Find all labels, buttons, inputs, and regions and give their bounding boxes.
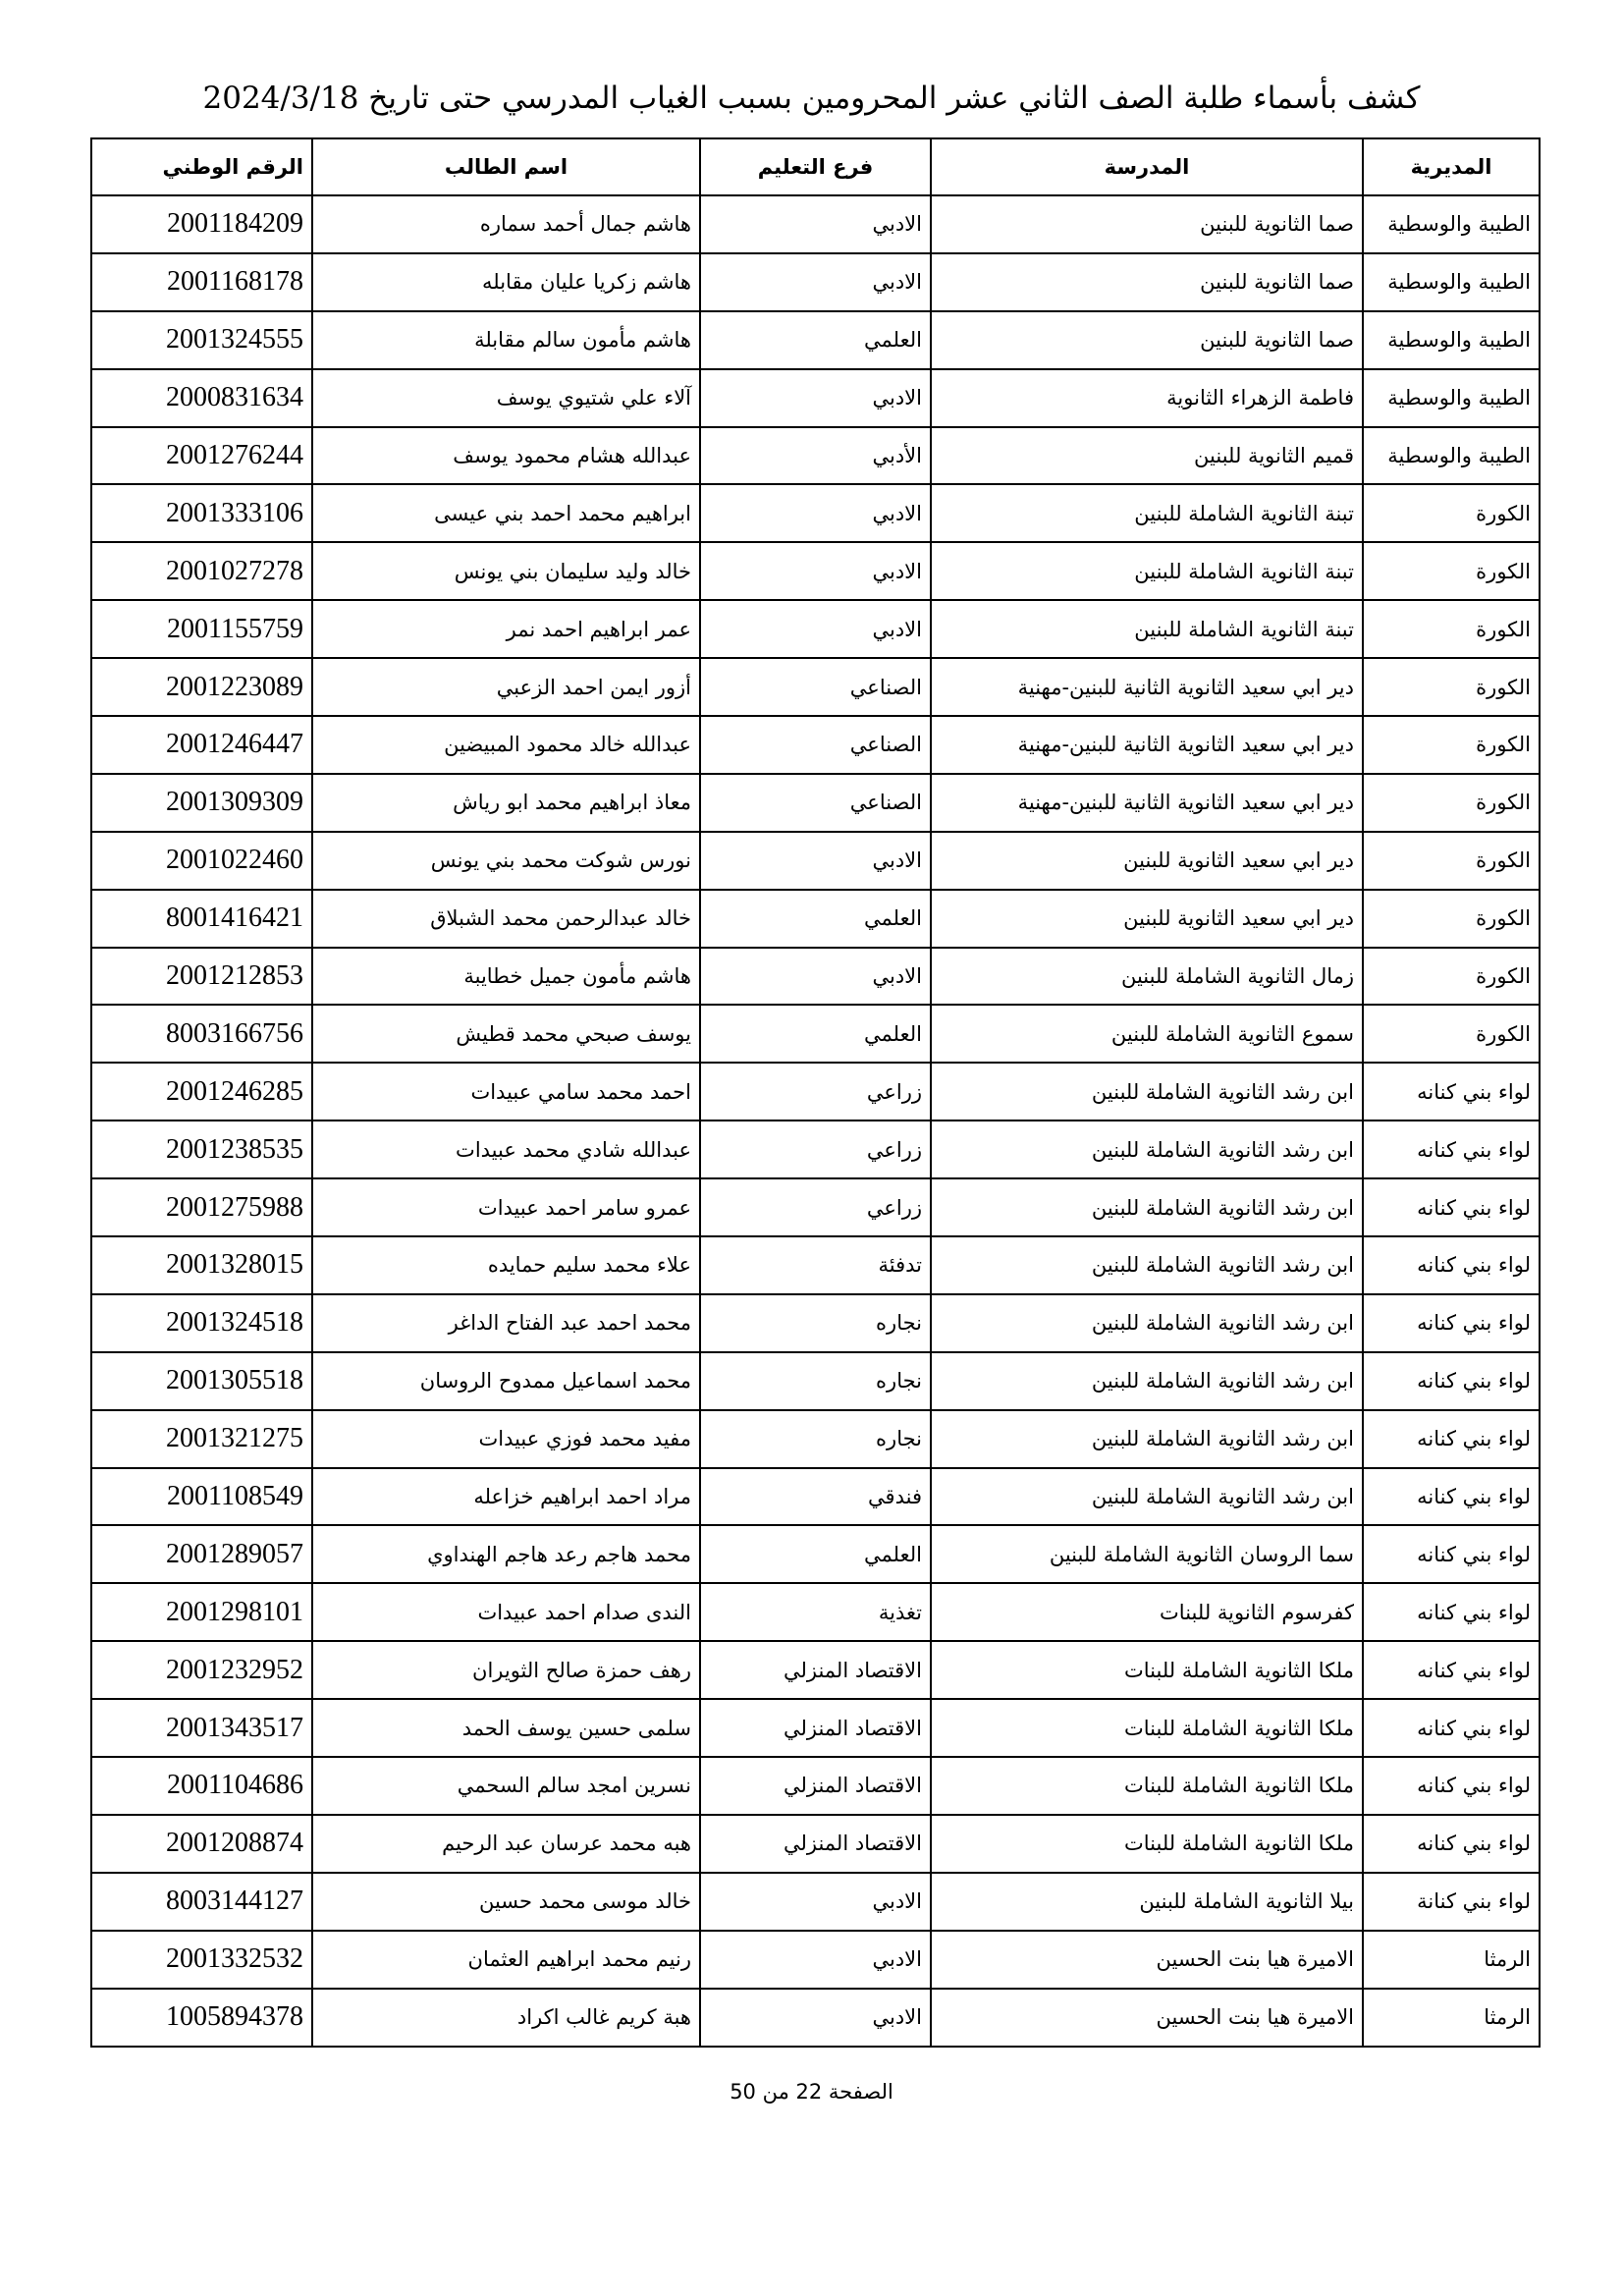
cell-school: دير ابي سعيد الثانوية الثانية للبنين-مهنية (931, 716, 1363, 774)
cell-directorate: الرمثا (1363, 1989, 1540, 2047)
cell-school: دير ابي سعيد الثانوية الثانية للبنين-مهنية (931, 774, 1363, 832)
cell-branch: فندقي (700, 1468, 931, 1526)
cell-national-id: 2001184209 (91, 195, 312, 253)
table-row (91, 1873, 1540, 1931)
cell-national-id: 2001246285 (91, 1063, 312, 1121)
cell-student-name: رهف حمزة صالح الثويران (312, 1641, 700, 1699)
cell-directorate: لواء بني كنانه (1363, 1178, 1540, 1236)
cell-student-name: محمد هاجم رعد هاجم الهنداوي (312, 1525, 700, 1583)
cell-national-id: 2001321275 (91, 1410, 312, 1468)
cell-school: الاميرة هيا بنت الحسين (931, 1989, 1363, 2047)
cell-student-name: خالد موسى محمد حسين (312, 1873, 700, 1931)
cell-branch: الأدبي (700, 427, 931, 485)
cell-school: ابن رشد الثانوية الشاملة للبنين (931, 1410, 1363, 1468)
table-row (91, 600, 1540, 658)
cell-school: الاميرة هيا بنت الحسين (931, 1931, 1363, 1989)
cell-directorate: لواء بني كنانه (1363, 1121, 1540, 1178)
cell-directorate: لواء بني كنانه (1363, 1294, 1540, 1352)
table-row (91, 1525, 1540, 1583)
cell-school: صما الثانوية للبنين (931, 311, 1363, 369)
cell-directorate: الكورة (1363, 948, 1540, 1006)
cell-directorate: لواء بني كنانه (1363, 1699, 1540, 1757)
cell-national-id: 2000831634 (91, 369, 312, 427)
table-row (91, 716, 1540, 774)
cell-branch: نجاره (700, 1294, 931, 1352)
cell-directorate: الكورة (1363, 716, 1540, 774)
cell-school: ملكا الثانوية الشاملة للبنات (931, 1641, 1363, 1699)
cell-national-id: 2001298101 (91, 1583, 312, 1641)
cell-branch: العلمي (700, 1005, 931, 1063)
cell-directorate: لواء بني كنانه (1363, 1410, 1540, 1468)
cell-branch: نجاره (700, 1410, 931, 1468)
cell-branch: الاقتصاد المنزلي (700, 1641, 931, 1699)
cell-branch: الادبي (700, 195, 931, 253)
cell-national-id: 2001246447 (91, 716, 312, 774)
cell-directorate: الكورة (1363, 542, 1540, 600)
cell-student-name: نسرين امجد سالم السحمي (312, 1757, 700, 1815)
cell-school: دير ابي سعيد الثانوية للبنين (931, 832, 1363, 890)
cell-school: ابن رشد الثانوية الشاملة للبنين (931, 1178, 1363, 1236)
cell-student-name: أزور ايمن احمد الزعبي (312, 658, 700, 716)
cell-national-id: 2001289057 (91, 1525, 312, 1583)
cell-student-name: علاء محمد سليم حمايده (312, 1236, 700, 1294)
page-title: كشف بأسماء طلبة الصف الثاني عشر المحرومين بسبب الغياب المدرسي حتى تاريخ 2024/3/18 (202, 81, 1421, 116)
cell-student-name: ابراهيم محمد احمد بني عيسى (312, 484, 700, 542)
cell-directorate: الكورة (1363, 890, 1540, 948)
cell-directorate: لواء بني كنانه (1363, 1063, 1540, 1121)
cell-student-name: عمرو سامر احمد عبيدات (312, 1178, 700, 1236)
cell-school: ملكا الثانوية الشاملة للبنات (931, 1757, 1363, 1815)
cell-national-id: 2001275988 (91, 1178, 312, 1236)
cell-student-name: آلاء علي شتيوي يوسف (312, 369, 700, 427)
cell-branch: زراعي (700, 1063, 931, 1121)
table-row (91, 1989, 1540, 2047)
table-row (91, 1815, 1540, 1873)
cell-school: صما الثانوية للبنين (931, 195, 1363, 253)
table-body (91, 195, 1540, 2047)
table-row (91, 1757, 1540, 1815)
cell-school: ملكا الثانوية الشاملة للبنات (931, 1699, 1363, 1757)
cell-directorate: الطيبة والوسطية (1363, 195, 1540, 253)
cell-school: دير ابي سعيد الثانوية الثانية للبنين-مهنية (931, 658, 1363, 716)
cell-directorate: الكورة (1363, 600, 1540, 658)
table-row (91, 658, 1540, 716)
cell-student-name: معاذ ابراهيم محمد ابو رياش (312, 774, 700, 832)
cell-national-id: 8001416421 (91, 890, 312, 948)
cell-national-id: 2001208874 (91, 1815, 312, 1873)
cell-national-id: 8003144127 (91, 1873, 312, 1931)
cell-directorate: لواء بني كنانه (1363, 1641, 1540, 1699)
cell-student-name: خالد عبدالرحمن محمد الشبلاق (312, 890, 700, 948)
cell-school: ابن رشد الثانوية الشاملة للبنين (931, 1294, 1363, 1352)
cell-directorate: الطيبة والوسطية (1363, 311, 1540, 369)
cell-student-name: يوسف صبحي محمد قطيش (312, 1005, 700, 1063)
cell-branch: الادبي (700, 542, 931, 600)
header-school: المدرسة (931, 138, 1363, 195)
cell-student-name: عمر ابراهيم احمد نمر (312, 600, 700, 658)
cell-directorate: لواء بني كنانه (1363, 1815, 1540, 1873)
header-national-id: الرقم الوطني (91, 138, 312, 195)
header-branch: فرع التعليم (700, 138, 931, 195)
cell-directorate: الرمثا (1363, 1931, 1540, 1989)
cell-student-name: رنيم محمد ابراهيم العثمان (312, 1931, 700, 1989)
cell-branch: تدفئة (700, 1236, 931, 1294)
cell-branch: الادبي (700, 600, 931, 658)
table-row (91, 1410, 1540, 1468)
cell-branch: الادبي (700, 1989, 931, 2047)
table-row (91, 253, 1540, 311)
cell-school: فاطمة الزهراء الثانوية (931, 369, 1363, 427)
table-row (91, 1931, 1540, 1989)
cell-national-id: 2001276244 (91, 427, 312, 485)
cell-branch: الاقتصاد المنزلي (700, 1815, 931, 1873)
header-student-name: اسم الطالب (312, 138, 700, 195)
cell-school: قميم الثانوية للبنين (931, 427, 1363, 485)
cell-student-name: عبدالله شادي محمد عبيدات (312, 1121, 700, 1178)
cell-school: تبنة الثانوية الشاملة للبنين (931, 542, 1363, 600)
table-row (91, 1699, 1540, 1757)
cell-branch: العلمي (700, 1525, 931, 1583)
table-row (91, 1005, 1540, 1063)
cell-student-name: مراد احمد ابراهيم خزاعله (312, 1468, 700, 1526)
table-row (91, 1641, 1540, 1699)
cell-branch: العلمي (700, 890, 931, 948)
table-row (91, 1121, 1540, 1178)
cell-student-name: عبدالله خالد محمود المبيضين (312, 716, 700, 774)
cell-national-id: 2001223089 (91, 658, 312, 716)
cell-school: سموع الثانوية الشاملة للبنين (931, 1005, 1363, 1063)
cell-national-id: 2001027278 (91, 542, 312, 600)
cell-school: كفرسوم الثانوية للبنات (931, 1583, 1363, 1641)
cell-student-name: عبدالله هشام محمود يوسف (312, 427, 700, 485)
table-row (91, 195, 1540, 253)
cell-branch: الصناعي (700, 774, 931, 832)
cell-school: ابن رشد الثانوية الشاملة للبنين (931, 1468, 1363, 1526)
cell-student-name: احمد محمد سامي عبيدات (312, 1063, 700, 1121)
table-row (91, 427, 1540, 485)
cell-student-name: هاشم جمال أحمد سماره (312, 195, 700, 253)
cell-national-id: 2001332532 (91, 1931, 312, 1989)
cell-directorate: الكورة (1363, 774, 1540, 832)
cell-student-name: هاشم مأمون سالم مقابلة (312, 311, 700, 369)
table-row (91, 832, 1540, 890)
table-row (91, 1583, 1540, 1641)
cell-national-id: 1005894378 (91, 1989, 312, 2047)
cell-directorate: لواء بني كنانه (1363, 1525, 1540, 1583)
cell-branch: الادبي (700, 948, 931, 1006)
cell-school: سما الروسان الثانوية الشاملة للبنين (931, 1525, 1363, 1583)
table-row (91, 311, 1540, 369)
table-row (91, 542, 1540, 600)
cell-student-name: محمد اسماعيل ممدوح الروسان (312, 1352, 700, 1410)
header-directorate: المديرية (1363, 138, 1540, 195)
cell-student-name: خالد وليد سليمان بني يونس (312, 542, 700, 600)
cell-national-id: 2001212853 (91, 948, 312, 1006)
cell-school: تبنة الثانوية الشاملة للبنين (931, 484, 1363, 542)
cell-school: ابن رشد الثانوية الشاملة للبنين (931, 1121, 1363, 1178)
cell-directorate: الكورة (1363, 658, 1540, 716)
cell-school: ابن رشد الثانوية الشاملة للبنين (931, 1352, 1363, 1410)
cell-branch: الصناعي (700, 658, 931, 716)
cell-directorate: الطيبة والوسطية (1363, 427, 1540, 485)
cell-student-name: مفيد محمد فوزي عبيدات (312, 1410, 700, 1468)
students-table (90, 137, 1541, 2048)
cell-branch: الادبي (700, 369, 931, 427)
cell-school: دير ابي سعيد الثانوية للبنين (931, 890, 1363, 948)
cell-directorate: لواء بني كنانه (1363, 1352, 1540, 1410)
table-row (91, 890, 1540, 948)
cell-directorate: الطيبة والوسطية (1363, 253, 1540, 311)
cell-branch: نجاره (700, 1352, 931, 1410)
cell-student-name: محمد احمد عبد الفتاح الداغر (312, 1294, 700, 1352)
cell-directorate: الكورة (1363, 1005, 1540, 1063)
cell-school: تبنة الثانوية الشاملة للبنين (931, 600, 1363, 658)
cell-school: ابن رشد الثانوية الشاملة للبنين (931, 1063, 1363, 1121)
cell-national-id: 2001108549 (91, 1468, 312, 1526)
cell-national-id: 2001324555 (91, 311, 312, 369)
cell-directorate: لواء بني كنانه (1363, 1468, 1540, 1526)
cell-national-id: 2001155759 (91, 600, 312, 658)
cell-national-id: 2001104686 (91, 1757, 312, 1815)
cell-school: بيلا الثانوية الشاملة للبنين (931, 1873, 1363, 1931)
cell-national-id: 2001309309 (91, 774, 312, 832)
cell-national-id: 2001333106 (91, 484, 312, 542)
cell-student-name: سلمى حسين يوسف الحمد (312, 1699, 700, 1757)
cell-directorate: لواء بني كنانه (1363, 1757, 1540, 1815)
cell-student-name: نورس شوكت محمد بني يونس (312, 832, 700, 890)
cell-national-id: 2001022460 (91, 832, 312, 890)
table-row (91, 1468, 1540, 1526)
cell-branch: الادبي (700, 1931, 931, 1989)
cell-national-id: 8003166756 (91, 1005, 312, 1063)
cell-national-id: 2001232952 (91, 1641, 312, 1699)
cell-branch: تغذية (700, 1583, 931, 1641)
cell-school: صما الثانوية للبنين (931, 253, 1363, 311)
cell-directorate: الكورة (1363, 484, 1540, 542)
page-number: الصفحة 22 من 50 (730, 2080, 893, 2104)
cell-branch: الادبي (700, 484, 931, 542)
table-row (91, 369, 1540, 427)
cell-national-id: 2001343517 (91, 1699, 312, 1757)
cell-student-name: هبه محمد عرسان عبد الرحيم (312, 1815, 700, 1873)
cell-student-name: هاشم مأمون جميل خطايبة (312, 948, 700, 1006)
cell-branch: الصناعي (700, 716, 931, 774)
cell-school: زمال الثانوية الشاملة للبنين (931, 948, 1363, 1006)
cell-branch: الادبي (700, 832, 931, 890)
cell-branch: الاقتصاد المنزلي (700, 1757, 931, 1815)
table-row (91, 1063, 1540, 1121)
cell-national-id: 2001324518 (91, 1294, 312, 1352)
table-row (91, 1352, 1540, 1410)
cell-branch: الادبي (700, 253, 931, 311)
cell-directorate: الكورة (1363, 832, 1540, 890)
cell-branch: الاقتصاد المنزلي (700, 1699, 931, 1757)
table-row (91, 484, 1540, 542)
cell-student-name: هبة كريم غالب اكراد (312, 1989, 700, 2047)
cell-national-id: 2001168178 (91, 253, 312, 311)
table-header-row (91, 138, 1540, 195)
cell-branch: زراعي (700, 1178, 931, 1236)
cell-directorate: الطيبة والوسطية (1363, 369, 1540, 427)
table-row (91, 1178, 1540, 1236)
cell-school: ابن رشد الثانوية الشاملة للبنين (931, 1236, 1363, 1294)
table-row (91, 1236, 1540, 1294)
cell-school: ملكا الثانوية الشاملة للبنات (931, 1815, 1363, 1873)
cell-national-id: 2001328015 (91, 1236, 312, 1294)
cell-national-id: 2001238535 (91, 1121, 312, 1178)
table-row (91, 1294, 1540, 1352)
table-row (91, 948, 1540, 1006)
cell-branch: زراعي (700, 1121, 931, 1178)
cell-student-name: هاشم زكريا عليان مقابله (312, 253, 700, 311)
cell-directorate: لواء بني كنانه (1363, 1236, 1540, 1294)
cell-branch: الادبي (700, 1873, 931, 1931)
table-row (91, 774, 1540, 832)
cell-directorate: لواء بني كنانه (1363, 1583, 1540, 1641)
cell-national-id: 2001305518 (91, 1352, 312, 1410)
cell-student-name: الندى صدام احمد عبيدات (312, 1583, 700, 1641)
cell-branch: العلمي (700, 311, 931, 369)
cell-directorate: لواء بني كنانة (1363, 1873, 1540, 1931)
